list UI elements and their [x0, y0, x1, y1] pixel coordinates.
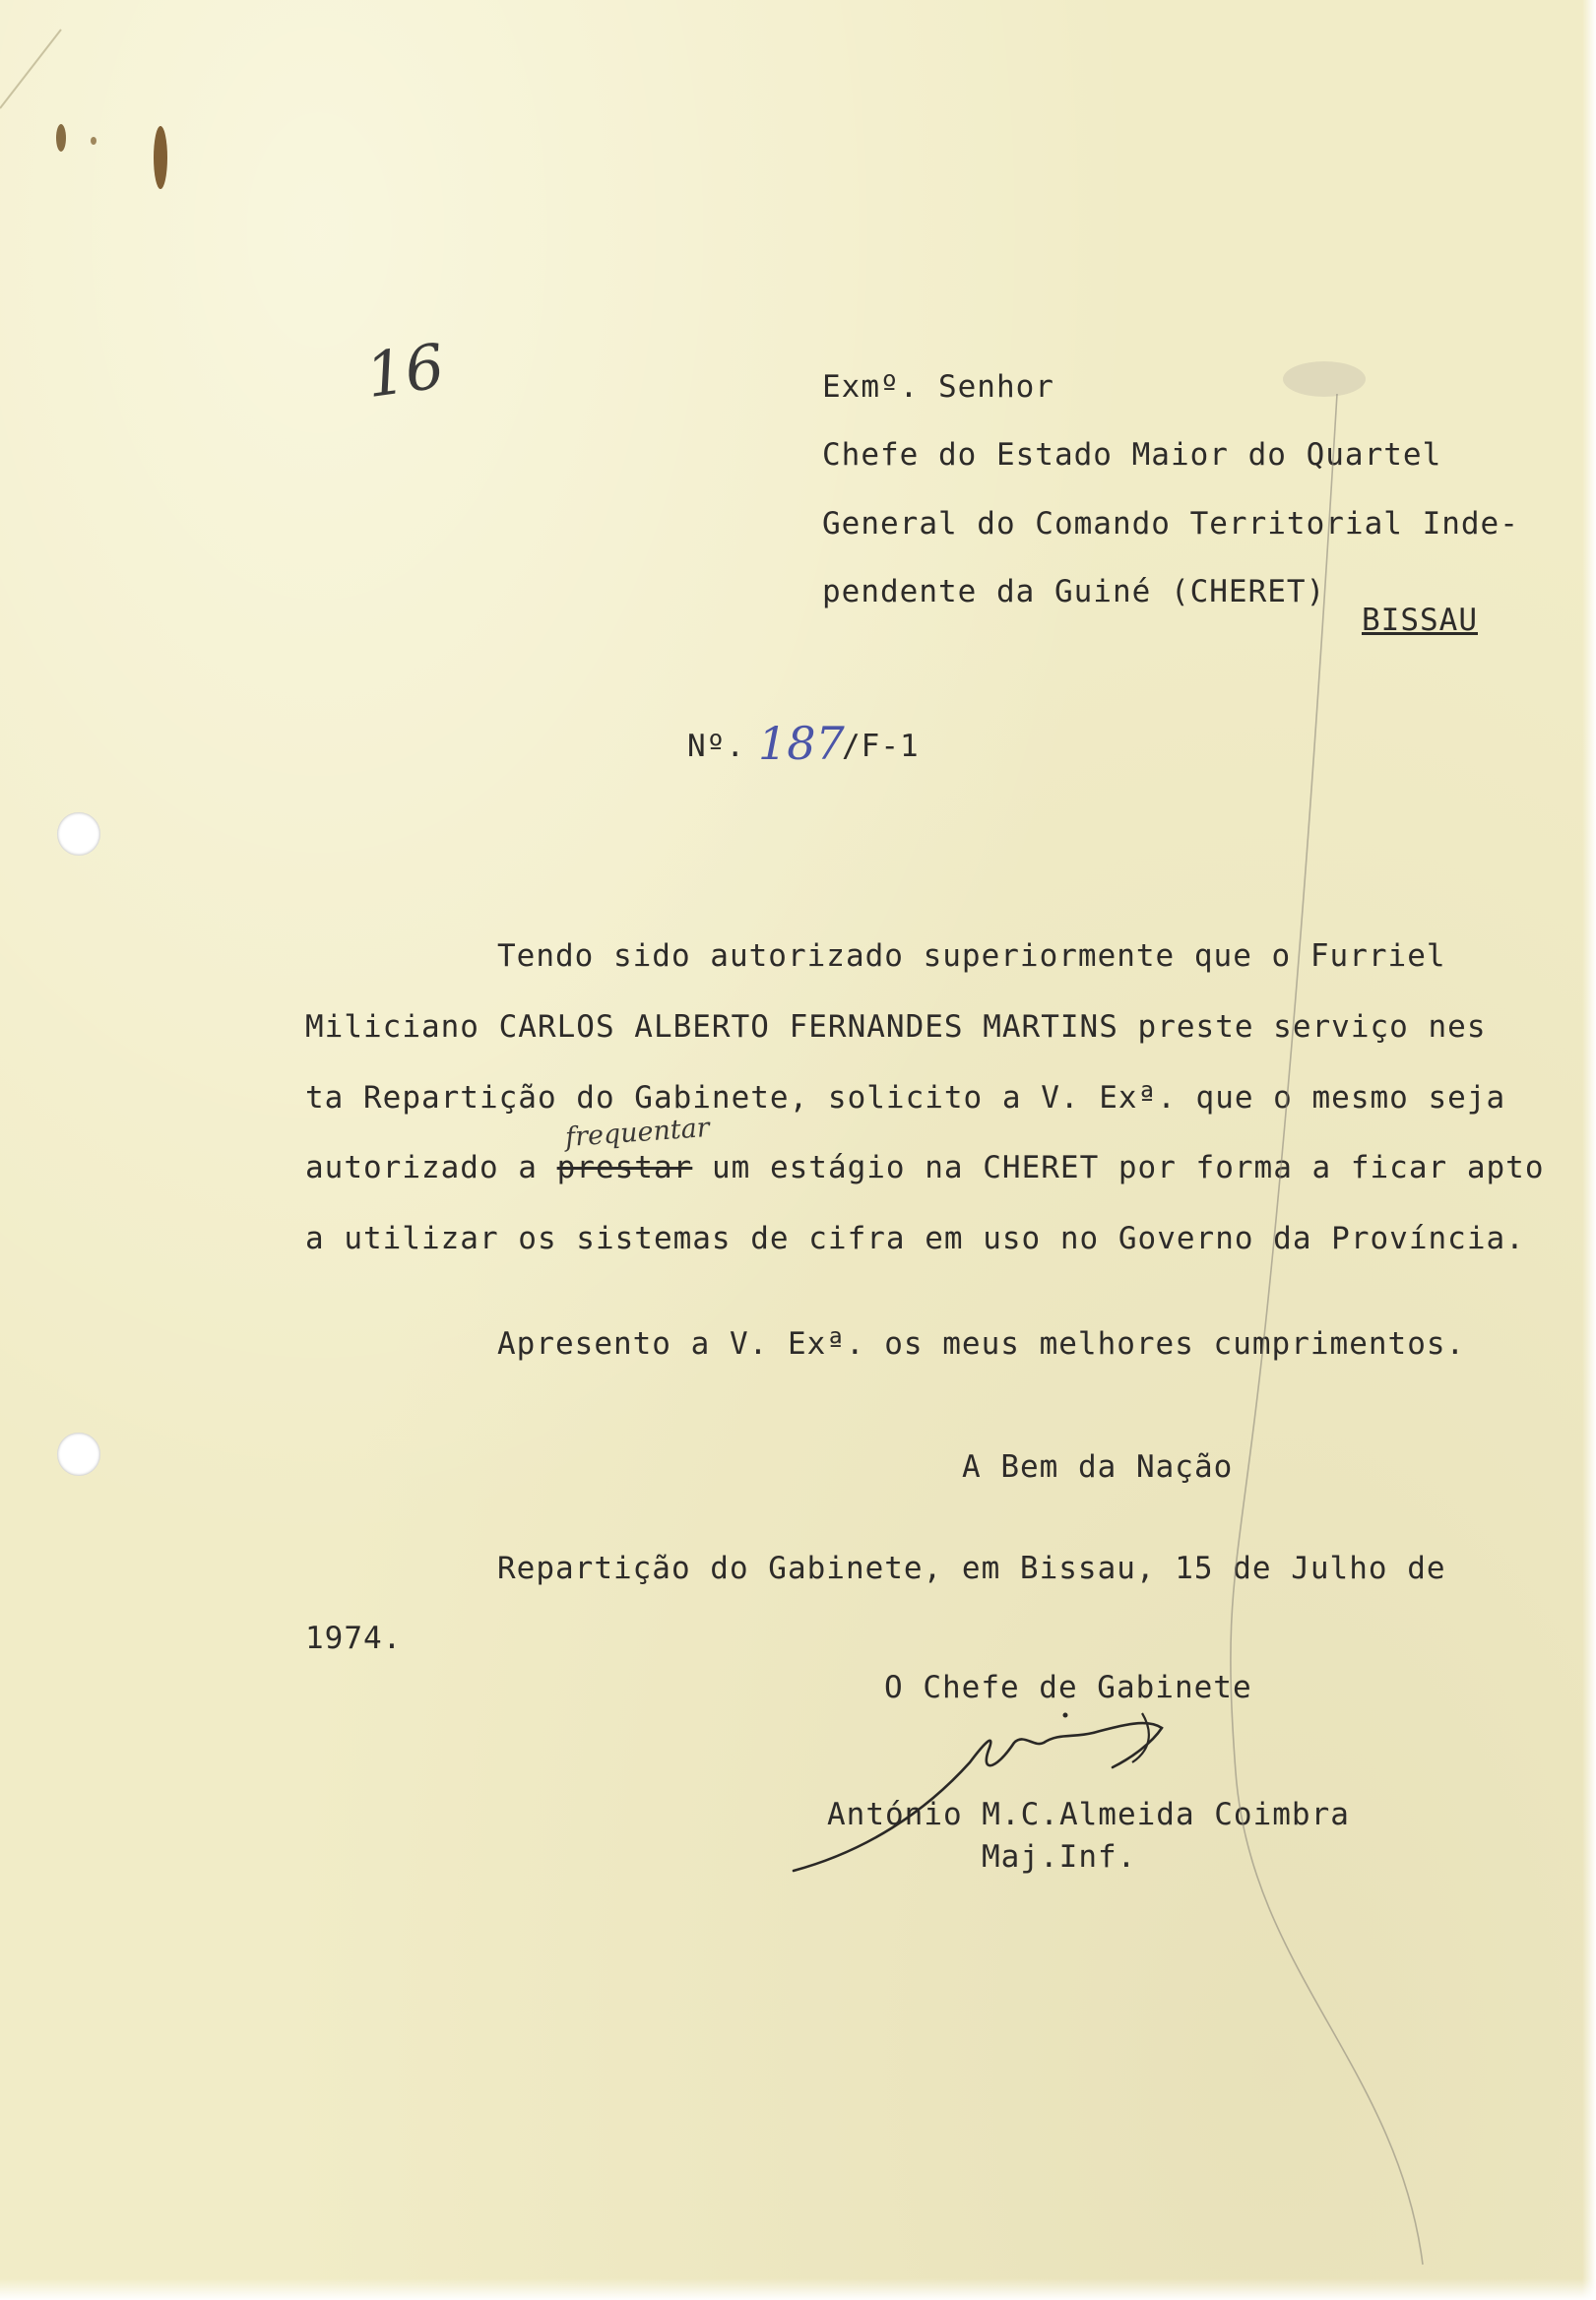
- body-line-4-start: autorizado a: [305, 1150, 557, 1185]
- struck-word: prestar: [556, 1150, 693, 1185]
- address-city: BISSAU: [1362, 603, 1478, 638]
- body-line-4-end: um estágio na CHERET por forma a ficar apto: [692, 1150, 1545, 1185]
- handwritten-correction: frequentar: [564, 1112, 711, 1154]
- closing-date-line-1: Repartição do Gabinete, em Bissau, 15 de Julho de: [497, 1551, 1446, 1586]
- closing-motto: A Bem da Nação: [962, 1449, 1234, 1485]
- address-line-1: Chefe do Estado Maior do Quartel: [822, 437, 1442, 473]
- closing-date-line-2: 1974.: [305, 1621, 403, 1656]
- rust-stain-3: [154, 126, 167, 189]
- punch-hole-top: [57, 812, 100, 856]
- rust-stain-1: [56, 124, 66, 152]
- body-line-3: ta Repartição do Gabinete, solicito a V. Exª. que o mesmo seja: [305, 1080, 1506, 1116]
- reference-number: 187: [758, 717, 845, 770]
- closing-greeting: Apresento a V. Exª. os meus melhores cumprimentos.: [497, 1326, 1466, 1362]
- smudge: [1283, 361, 1366, 397]
- punch-hole-bottom: [57, 1433, 100, 1476]
- signer-name: António M.C.Almeida Coimbra: [827, 1797, 1350, 1832]
- address-line-2: General do Comando Territorial Inde-: [822, 506, 1519, 542]
- reference-prefix: Nº.: [687, 729, 745, 764]
- reference-suffix: /F-1: [842, 729, 920, 764]
- paper-edge-bottom: [0, 2278, 1596, 2300]
- corner-fold: [0, 30, 61, 108]
- body-line-2: Miliciano CARLOS ALBERTO FERNANDES MARTINS preste serviço nes: [305, 1009, 1487, 1045]
- signer-role: O Chefe de Gabinete: [884, 1670, 1252, 1705]
- page-annotation: 16: [361, 329, 449, 413]
- signature-dot: [1063, 1713, 1068, 1718]
- body-line-4: [305, 1150, 1545, 1185]
- signature-flourish: [1132, 1713, 1149, 1762]
- signer-rank: Maj.Inf.: [982, 1839, 1137, 1875]
- address-line-3: pendente da Guiné (CHERET): [822, 574, 1326, 609]
- body-line-1: Tendo sido autorizado superiormente que o Furriel: [497, 938, 1446, 974]
- address-salutation: Exmº. Senhor: [822, 369, 1054, 405]
- paper-edge-right: [1582, 0, 1596, 2300]
- body-line-5: a utilizar os sistemas de cifra em uso no Governo da Província.: [305, 1221, 1525, 1256]
- rust-stain-2: [91, 137, 96, 145]
